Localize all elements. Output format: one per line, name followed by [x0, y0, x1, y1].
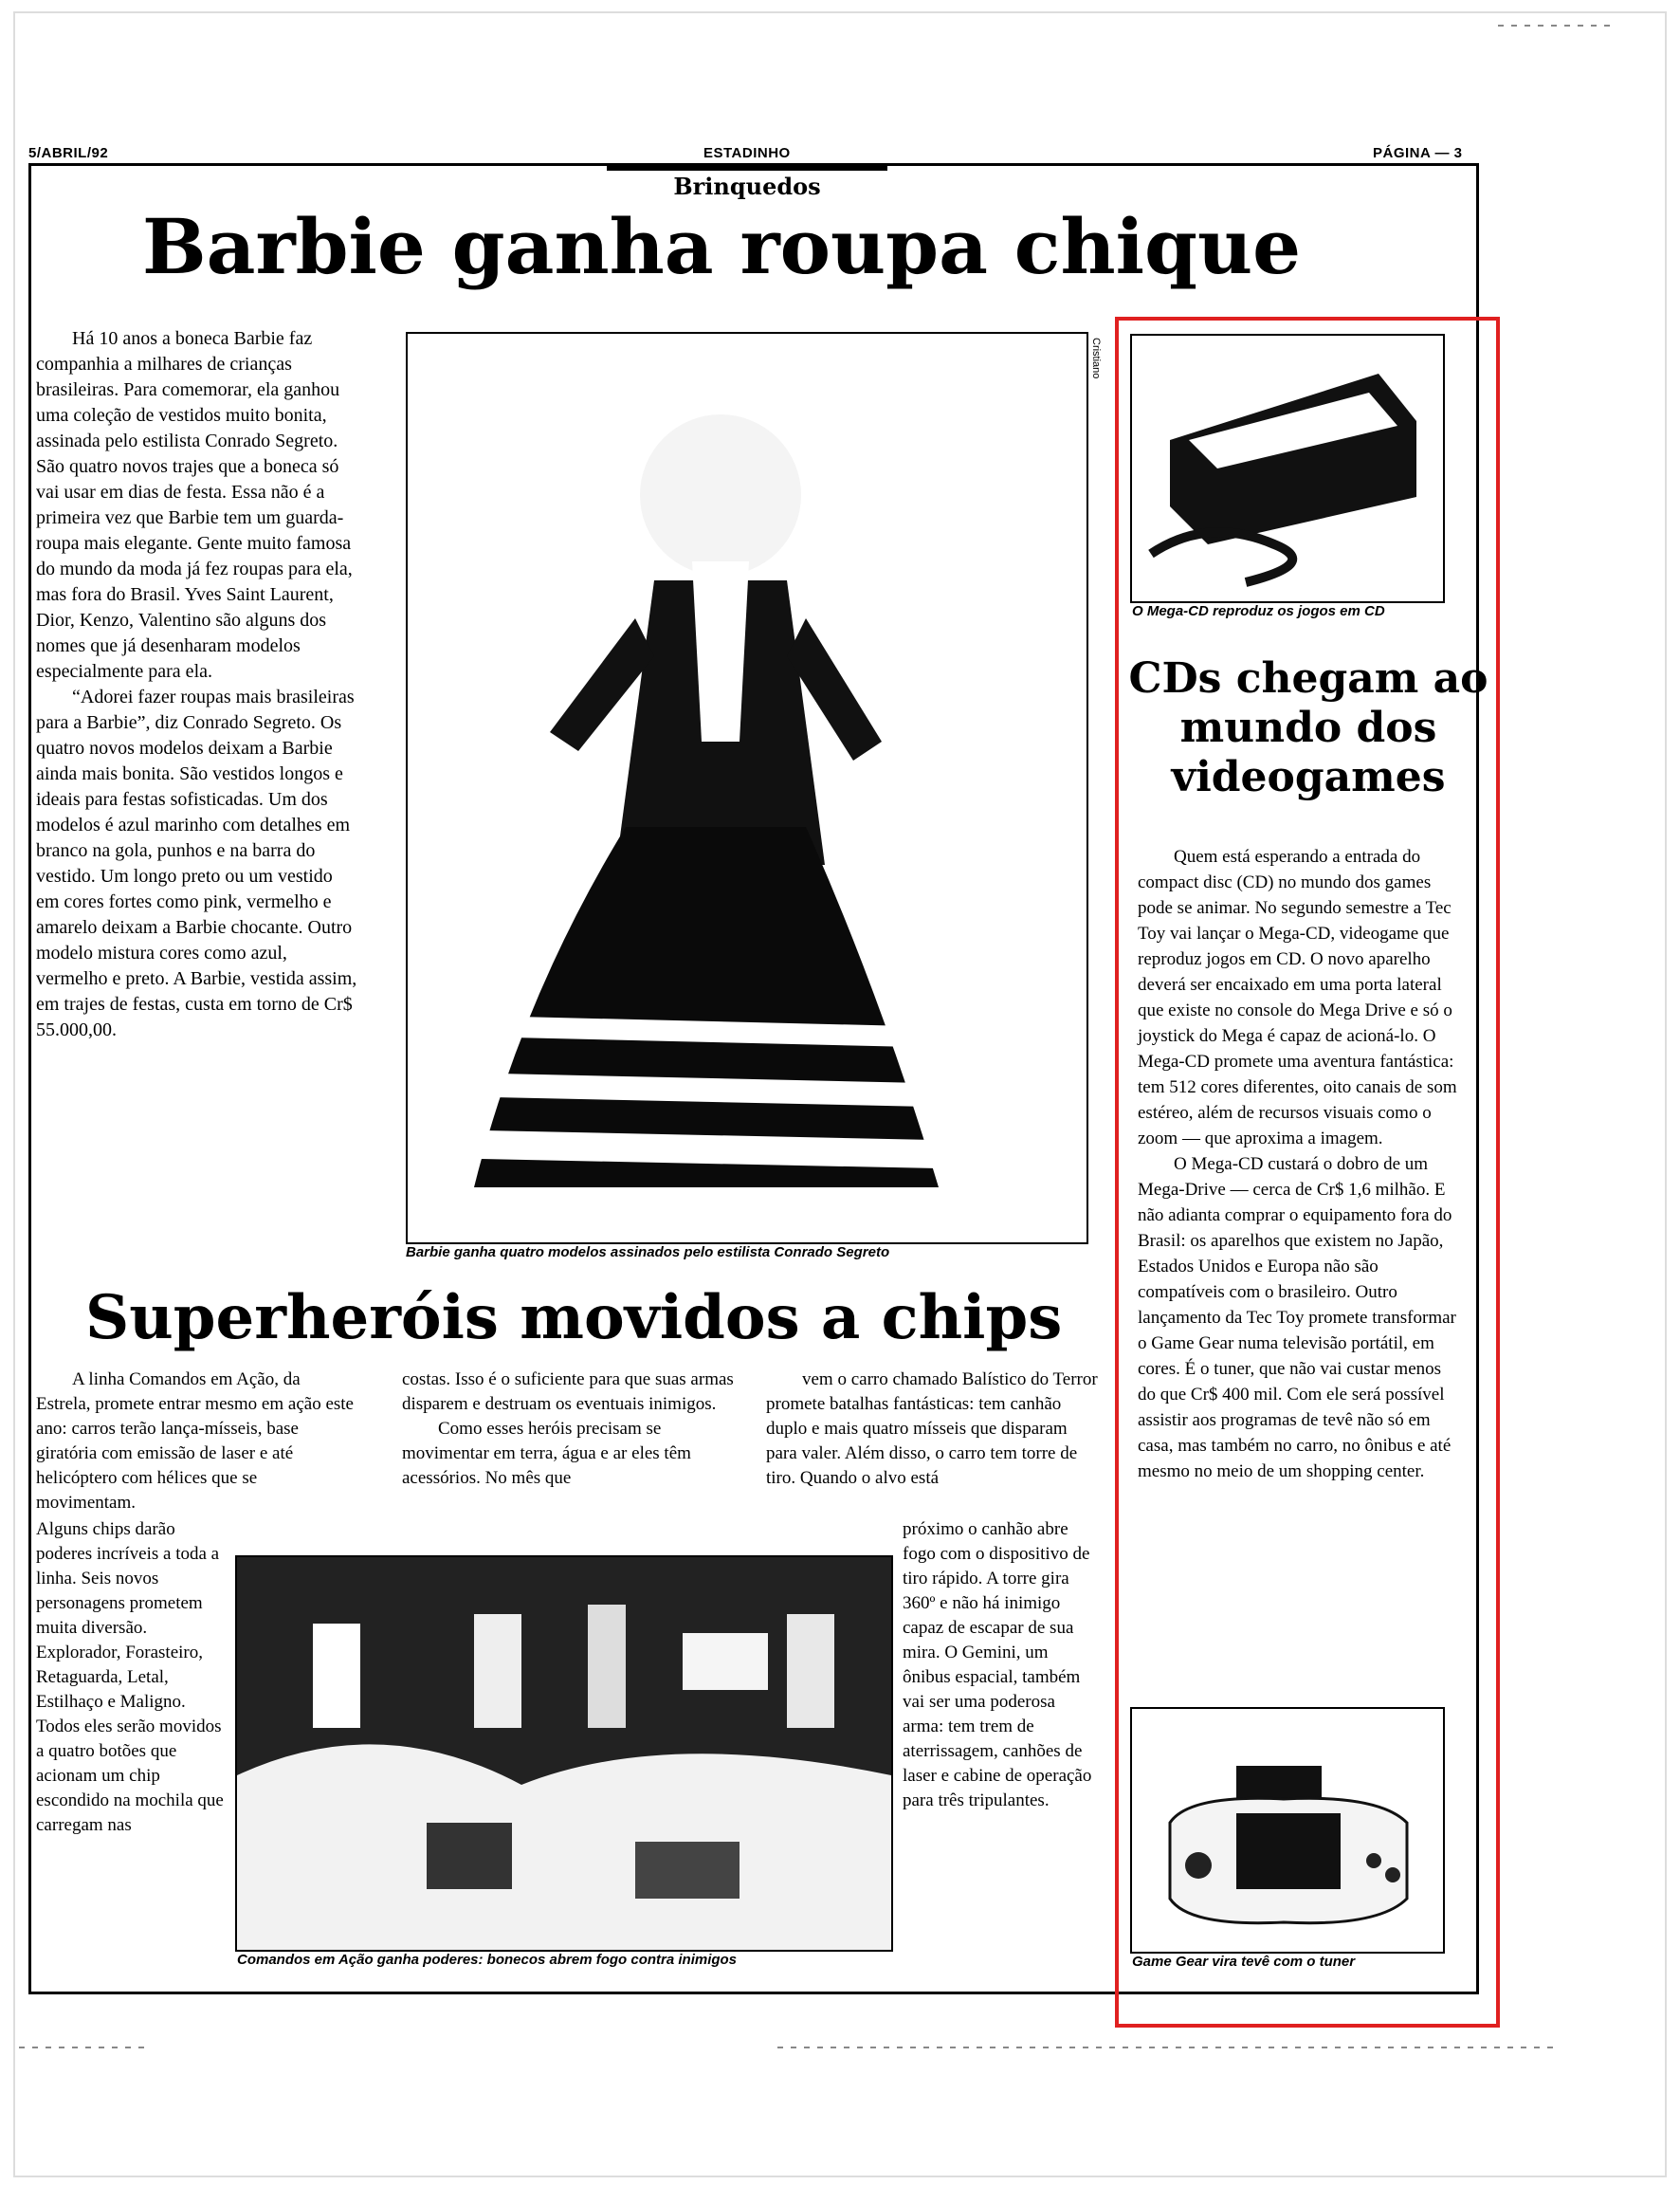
superherois-col1b [36, 1517, 226, 1838]
superherois-col3b [903, 1517, 1098, 1813]
superherois-col3-paragraph: vem o carro chamado Balístico do Terror promete batalhas fantásticas: tem canhão duplo e mais quatro mísseis que disparam para valer. Além disso, o carro tem torre de tiro. Quando o alvo está [766, 1369, 1098, 1488]
scan-artifact [19, 2047, 152, 2048]
game-gear-caption: Game Gear vira tevê com o tuner [1132, 1954, 1356, 1970]
game-gear-illustration [1132, 1709, 1443, 1952]
barbie-doll-illustration [408, 334, 1087, 1242]
cds-headline: CDs chegam ao mundo dos videogames [1128, 654, 1488, 801]
supplement-name: ESTADINHO [703, 145, 791, 161]
photo-credit: Cristiano [1090, 338, 1102, 379]
game-gear-photo [1130, 1707, 1445, 1954]
barbie-paragraph: Há 10 anos a boneca Barbie faz companhia a milhares de crianças brasileiras. Para comemorar, ela ganhou uma coleção de vestidos muito bonita, assinada pelo estilista Conrado Segreto. São quatro novos trajes que a boneca só vai usar em dias de festa. Essa não é a primeira vez que Barbie tem um guarda-roupa mais elegante. Gente muito famosa do mundo da moda já fez roupas para ela, mas fora do Brasil. Yves Saint Laurent, Dior, Kenzo, Valentino são alguns dos nomes que já desenharam modelos especialmente para ela. [36, 328, 353, 682]
barbie-paragraph: “Adorei fazer roupas mais brasileiras para a Barbie”, diz Conrado Segreto. Os quatro novos modelos deixam a Barbie ainda mais bonita. São vestidos longos e ideais para festas sofisticadas. Um dos modelos é azul marinho com detalhes em branco na gola, punhos e na barra do vestido. Um longo preto ou um vestido em cores fortes como pink, vermelho e amarelo deixam a Barbie chocante. Outro modelo mistura cores como azul, vermelho e preto. A Barbie, vestida assim, em trajes de festas, custa em torno de Cr$ 55.000,00. [36, 687, 357, 1040]
cds-text [1138, 844, 1460, 1484]
barbie-text [36, 326, 358, 1043]
mega-cd-photo [1130, 334, 1445, 603]
action-figures-illustration [237, 1557, 891, 1950]
cds-paragraph: O Mega-CD custará o dobro de um Mega-Drive — cerca de Cr$ 1,6 milhão. E não adianta comprar o equipamento fora do Brasil: os aparelhos que existem no Japão, Estados Unidos e Europa não são compatíveis com o brasileiro. Outro lançamento da Tec Toy promete transformar o Game Gear numa televisão portátil, em cores. É o tuner, que não vai custar menos do que Cr$ 400 mil. Com ele será possível assistir aos programas de tevê não só em casa, mas também no carro, no ônibus e até mesmo no meio de um shopping center. [1138, 1154, 1456, 1481]
issue-date: 5/ABRIL/92 [28, 145, 109, 161]
section-bar [607, 163, 887, 171]
superherois-col2-paragraph: costas. Isso é o suficiente para que suas armas disparem e destruam os eventuais inimigos. [402, 1369, 734, 1414]
superherois-col3b-paragraph: próximo o canhão abre fogo com o dispositivo de tiro rápido. A torre gira 360º e não há inimigo capaz de escapar de sua mira. O Gemini, um ônibus espacial, também vai ser uma poderosa arma: tem trem de aterrissagem, canhões de laser e cabine de operação para três tripulantes. [903, 1519, 1092, 1810]
superherois-col3 [766, 1368, 1098, 1491]
scan-artifact [777, 2047, 1555, 2048]
superherois-col1-paragraph: A linha Comandos em Ação, da Estrela, promete entrar mesmo em ação este ano: carros terão lança-mísseis, base giratória com emissão de laser e até helicóptero com hélices que se movimentam. [36, 1369, 354, 1513]
comandos-photo [235, 1555, 893, 1952]
superherois-col2-paragraph: Como esses heróis precisam se movimentar em terra, água e ar eles têm acessórios. No mês que [402, 1419, 691, 1488]
left-border [28, 163, 31, 1993]
barbie-photo [406, 332, 1088, 1244]
scan-artifact [1498, 25, 1612, 27]
page-number: PÁGINA — 3 [1373, 145, 1463, 161]
comandos-caption: Comandos em Ação ganha poderes: bonecos abrem fogo contra inimigos [237, 1952, 738, 1968]
superherois-col1 [36, 1368, 358, 1515]
superherois-col1b-paragraph: Alguns chips darão poderes incríveis a toda a linha. Seis novos personagens prometem muita diversão. Explorador, Forasteiro, Retaguarda, Letal, Estilhaço e Maligno. Todos eles serão movidos a quatro botões que acionam um chip escondido na mochila que carregam nas [36, 1519, 224, 1835]
section-title: Brinquedos [673, 173, 821, 200]
barbie-headline: Barbie ganha roupa chique [142, 202, 1302, 291]
superherois-headline: Superheróis movidos a chips [85, 1282, 1063, 1353]
mega-cd-illustration [1132, 336, 1443, 601]
barbie-caption: Barbie ganha quatro modelos assinados pelo estilista Conrado Segreto [406, 1244, 890, 1260]
superherois-col2 [402, 1368, 734, 1491]
mega-cd-caption: O Mega-CD reproduz os jogos em CD [1132, 603, 1385, 619]
cds-paragraph: Quem está esperando a entrada do compact disc (CD) no mundo dos games pode se animar. No segundo semestre a Tec Toy vai lançar o Mega-CD, videogame que reproduz jogos em CD. O novo aparelho deverá ser encaixado em uma porta lateral que existe no console do Mega Drive e só o joystick do Mega é capaz de acioná-lo. O Mega-CD promete uma aventura fantástica: tem 512 cores diferentes, oito canais de som estéreo, além de recursos visuais como o zoom — que aproxima a imagem. [1138, 847, 1457, 1148]
